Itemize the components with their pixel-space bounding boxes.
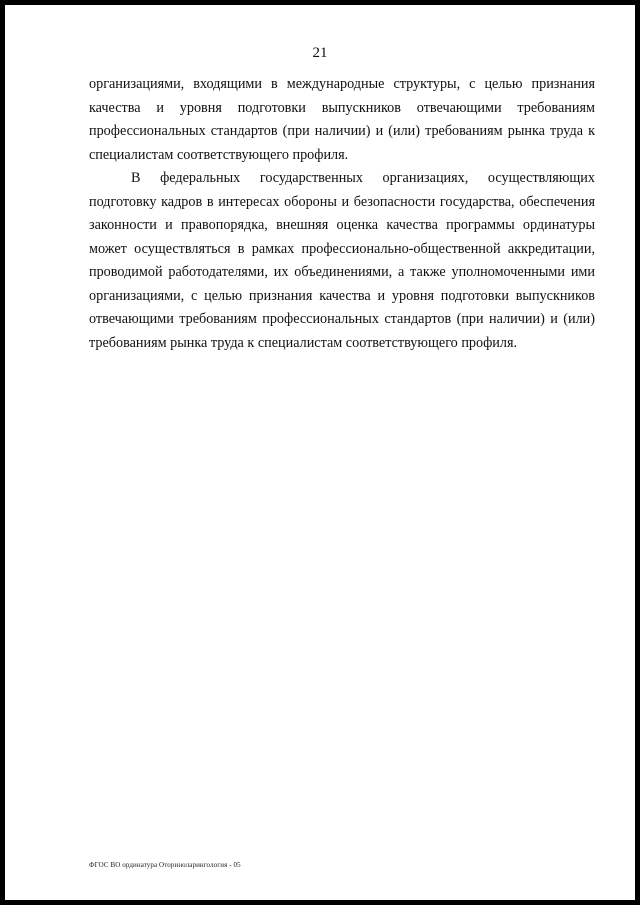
document-footer: ФГОС ВО ординатура Оториноларингология - 05 [89, 861, 241, 869]
document-body [89, 73, 595, 355]
document-page [5, 5, 635, 900]
paragraph-federal-organizations: В федеральных государственных организациях, осуществляющих подготовку кадров в интересах обороны и безопасности государства, обеспечения законности и правопорядка, внешняя оценка качества программы ординатуры может осуществляться в рамках профессионально-общественной аккредитации, проводимой работодателями, их объединениями, а также уполномоченными ими организациями, с целью признания качества и уровня подготовки выпускников отвечающими требованиям профессиональных стандартов (при наличии) и (или) требованиям рынка труда к специалистам соответствующего профиля. [89, 170, 595, 351]
page-number: 21 [312, 45, 328, 61]
paragraph-continuation: организациями, входящими в международные структуры, с целью признания качества и уровня подготовки выпускников отвечающими требованиям профессиональных стандартов (при наличии) и (или) требованиям рынка труда к специалистам соответствующего профиля. [89, 76, 595, 163]
